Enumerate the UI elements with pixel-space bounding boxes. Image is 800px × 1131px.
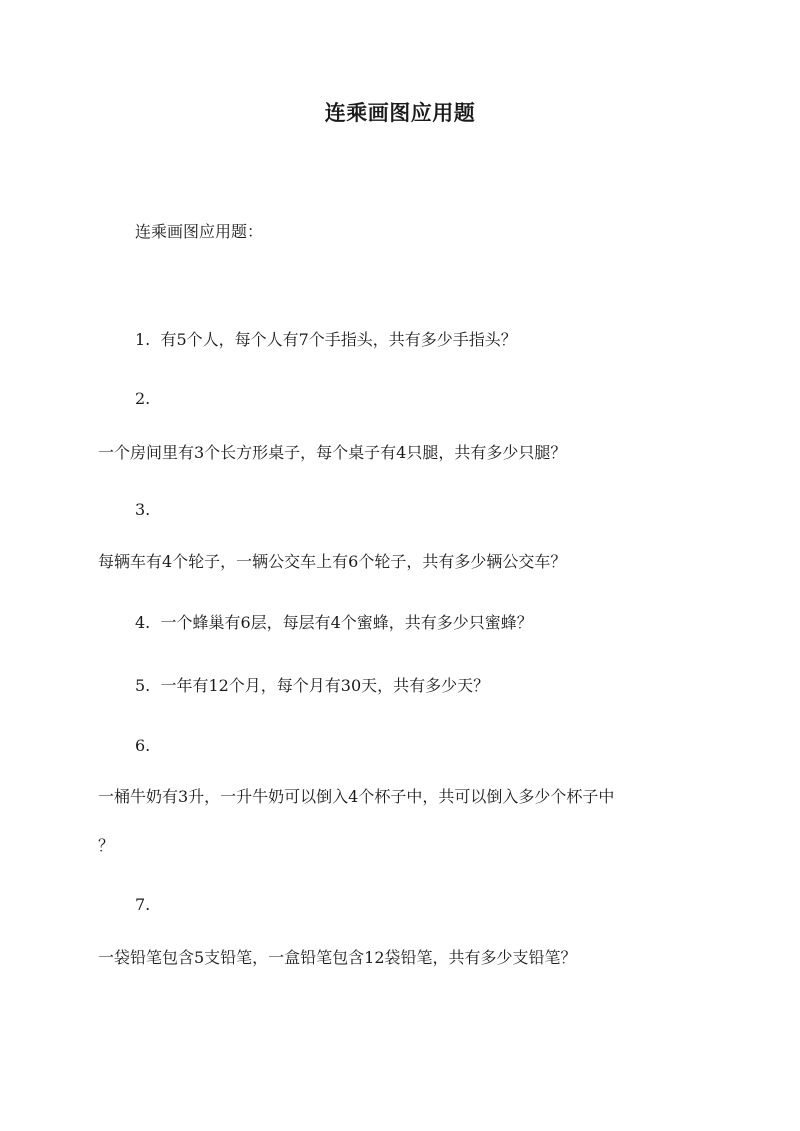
question-1 [135,327,517,350]
question-number: 1. [135,330,151,349]
question-7-text: 一袋铅笔包含5支铅笔，一盒铅笔包含12袋铅笔，共有多少支铅笔？ [98,948,577,967]
question-2-number: 2. [135,389,151,408]
question-6-text-continued: ？ [98,836,115,855]
question-5 [135,673,489,696]
question-2-text: 一个房间里有3个长方形桌子，每个桌子有4只腿，共有多少只腿？ [98,443,567,462]
question-4 [135,610,533,633]
question-6-text: 一桶牛奶有3升，一升牛奶可以倒入4个杯子中，共可以倒入多少个杯子中 [98,787,615,806]
question-text: 有5个人，每个人有7个手指头，共有多少手指头？ [160,330,517,349]
question-number: 5. [135,676,151,695]
question-text: 一个蜂巢有6层，每层有4个蜜蜂，共有多少只蜜蜂？ [160,613,533,632]
question-6-number: 6. [135,736,151,755]
question-text: 一年有12个月，每个月有30天，共有多少天？ [160,676,490,695]
intro-text: 连乘画图应用题： [135,222,264,241]
question-7-number: 7. [135,895,151,914]
question-3-text: 每辆车有4个轮子，一辆公交车上有6个轮子，共有多少辆公交车？ [98,552,567,571]
document-title: 连乘画图应用题 [324,100,476,125]
question-number: 4. [135,613,151,632]
question-3-number: 3. [135,500,151,519]
